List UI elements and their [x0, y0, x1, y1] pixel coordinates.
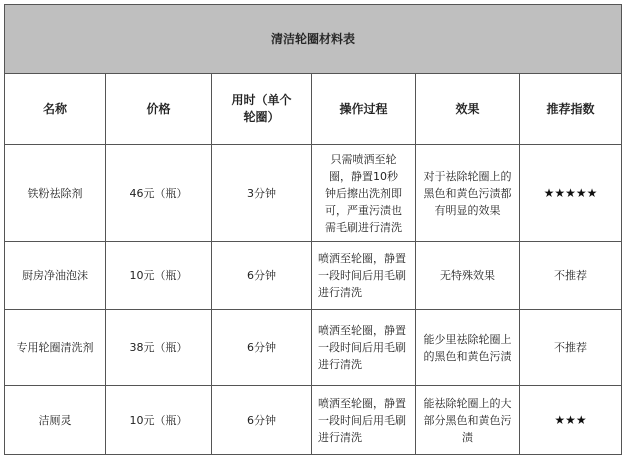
- cleaning-materials-table: [4, 4, 622, 455]
- cell-name: 铁粉祛除剂: [5, 145, 106, 242]
- cell-process: 喷洒至轮圈，静置一段时间后用毛刷进行清洗: [312, 310, 416, 386]
- table-row: [5, 242, 622, 310]
- cell-time: 6分钟: [212, 386, 312, 455]
- cell-price: 38元（瓶）: [106, 310, 212, 386]
- table-title: 清洁轮圈材料表: [5, 5, 622, 74]
- cell-time: 6分钟: [212, 242, 312, 310]
- cell-process: 只需喷洒至轮圈，静置10秒钟后擦出洗剂即可，严重污渍也需毛刷进行清洗: [312, 145, 416, 242]
- header-name: 名称: [5, 74, 106, 145]
- cell-price: 10元（瓶）: [106, 386, 212, 455]
- cell-effect: 无特殊效果: [416, 242, 520, 310]
- table-row: [5, 386, 622, 455]
- cell-rating-stars: ★★★: [520, 386, 622, 455]
- cell-price: 10元（瓶）: [106, 242, 212, 310]
- table-row: [5, 310, 622, 386]
- cell-name: 专用轮圈清洗剂: [5, 310, 106, 386]
- cell-effect: 能少里祛除轮圈上的黑色和黄色污渍: [416, 310, 520, 386]
- materials-table-container: [4, 4, 621, 455]
- cell-rating: 不推荐: [520, 242, 622, 310]
- header-effect: 效果: [416, 74, 520, 145]
- cell-process: 喷洒至轮圈，静置一段时间后用毛刷进行清洗: [312, 386, 416, 455]
- title-row: [5, 5, 622, 74]
- header-price: 价格: [106, 74, 212, 145]
- cell-name: 洁厕灵: [5, 386, 106, 455]
- cell-rating: 不推荐: [520, 310, 622, 386]
- table-row: [5, 145, 622, 242]
- cell-process: 喷洒至轮圈，静置一段时间后用毛刷进行清洗: [312, 242, 416, 310]
- cell-price: 46元（瓶）: [106, 145, 212, 242]
- cell-effect: 对于祛除轮圈上的黑色和黄色污渍都有明显的效果: [416, 145, 520, 242]
- cell-rating-stars: ★★★★★: [520, 145, 622, 242]
- cell-time: 3分钟: [212, 145, 312, 242]
- cell-name: 厨房净油泡沫: [5, 242, 106, 310]
- header-process: 操作过程: [312, 74, 416, 145]
- header-rating: 推荐指数: [520, 74, 622, 145]
- header-row: [5, 74, 622, 145]
- cell-effect: 能祛除轮圈上的大部分黑色和黄色污渍: [416, 386, 520, 455]
- cell-time: 6分钟: [212, 310, 312, 386]
- header-time: 用时（单个轮圈）: [212, 74, 312, 145]
